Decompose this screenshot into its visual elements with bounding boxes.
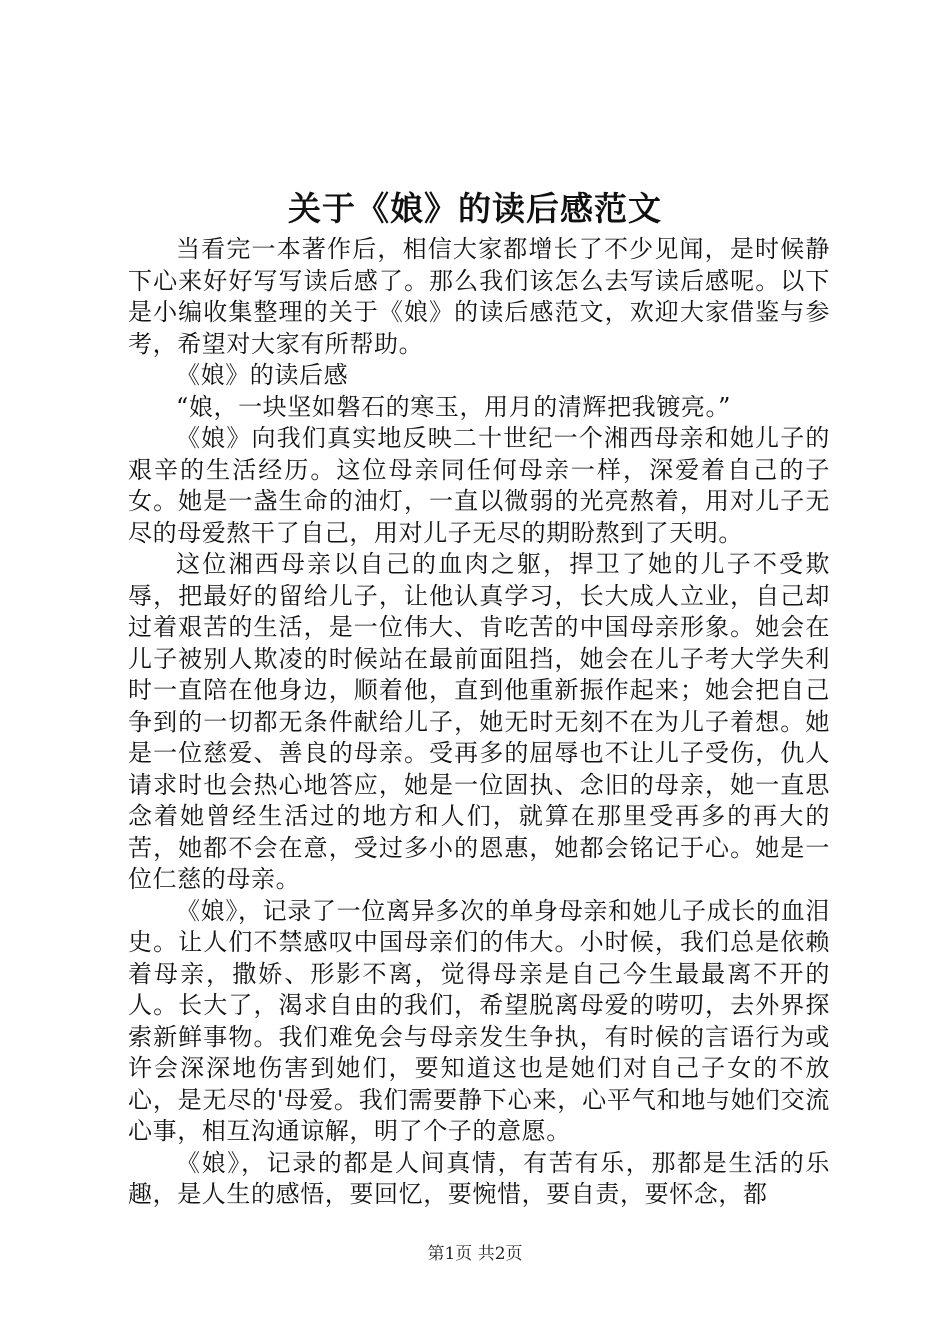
paragraph: 这位湘西母亲以自己的血肉之躯，捍卫了她的儿子不受欺辱，把最好的留给儿子，让他认真学习，长大成人立业，自己却过着艰苦的生活，是一位伟大、肯吃苦的中国母亲形象。她会在儿子被别人欺凌的时候站在最前面阻挡，她会在儿子考大学失利时一直陪在他身边，顺着他，直到他重新振作起来；她会把自己争到的一切都无条件献给儿子，她无时无刻不在为儿子着想。她是一位慈爱、善良的母亲。受再多的屈辱也不让儿子受伤，仇人请求时也会热心地答应，她是一位固执、念旧的母亲，她一直思念着她曾经生活过的地方和人们，就算在那里受再多的再大的苦，她都不会在意，受过多小的恩惠，她都会铭记于心。她是一位仁慈的母亲。 <box>128 550 830 893</box>
document-title: 关于《娘》的读后感范文 <box>288 189 662 228</box>
document-body <box>128 234 830 1211</box>
paragraph: 《娘》向我们真实地反映二十世纪一个湘西母亲和她儿子的艰辛的生活经历。这位母亲同任何母亲一样，深爱着自己的子女。她是一盏生命的油灯，一直以微弱的光亮熬着，用对儿子无尽的母爱熬干了自己，用对儿子无尽的期盼熬到了天明。 <box>128 424 830 547</box>
paragraph-intro: 当看完一本著作后，相信大家都增长了不少见闻，是时候静下心来好好写写读后感了。那么我们该怎么去写读后感呢。以下是小编收集整理的关于《娘》的读后感范文，欢迎大家借鉴与参考，希望对大家有所帮助。 <box>128 235 830 358</box>
page-footer: 第1页 共2页 <box>427 1244 523 1264</box>
paragraph: 《娘》，记录了一位离异多次的单身母亲和她儿子成长的血泪史。让人们不禁感叹中国母亲们的伟大。小时候，我们总是依赖着母亲，撒娇、形影不离，觉得母亲是自己今生最最离不开的人。长大了，渴求自由的我们，希望脱离母爱的唠叨，去外界探索新鲜事物。我们难免会与母亲发生争执，有时候的言语行为或许会深深地伤害到她们，要知道这也是她们对自己子女的不放心，是无尽的'母爱。我们需要静下心来，心平气和地与她们交流心事，相互沟通谅解，明了个子的意愿。 <box>128 896 830 1145</box>
paragraph-subtitle: 《娘》的读后感 <box>176 361 349 389</box>
paragraph-quote: “娘，一块坚如磐石的寒玉，用月的清辉把我镀亮。” <box>176 392 731 421</box>
paragraph: 《娘》，记录的都是人间真情，有苦有乐，那都是生活的乐趣，是人生的感悟，要回忆，要惋惜，要自责，要怀念，都 <box>128 1148 830 1208</box>
